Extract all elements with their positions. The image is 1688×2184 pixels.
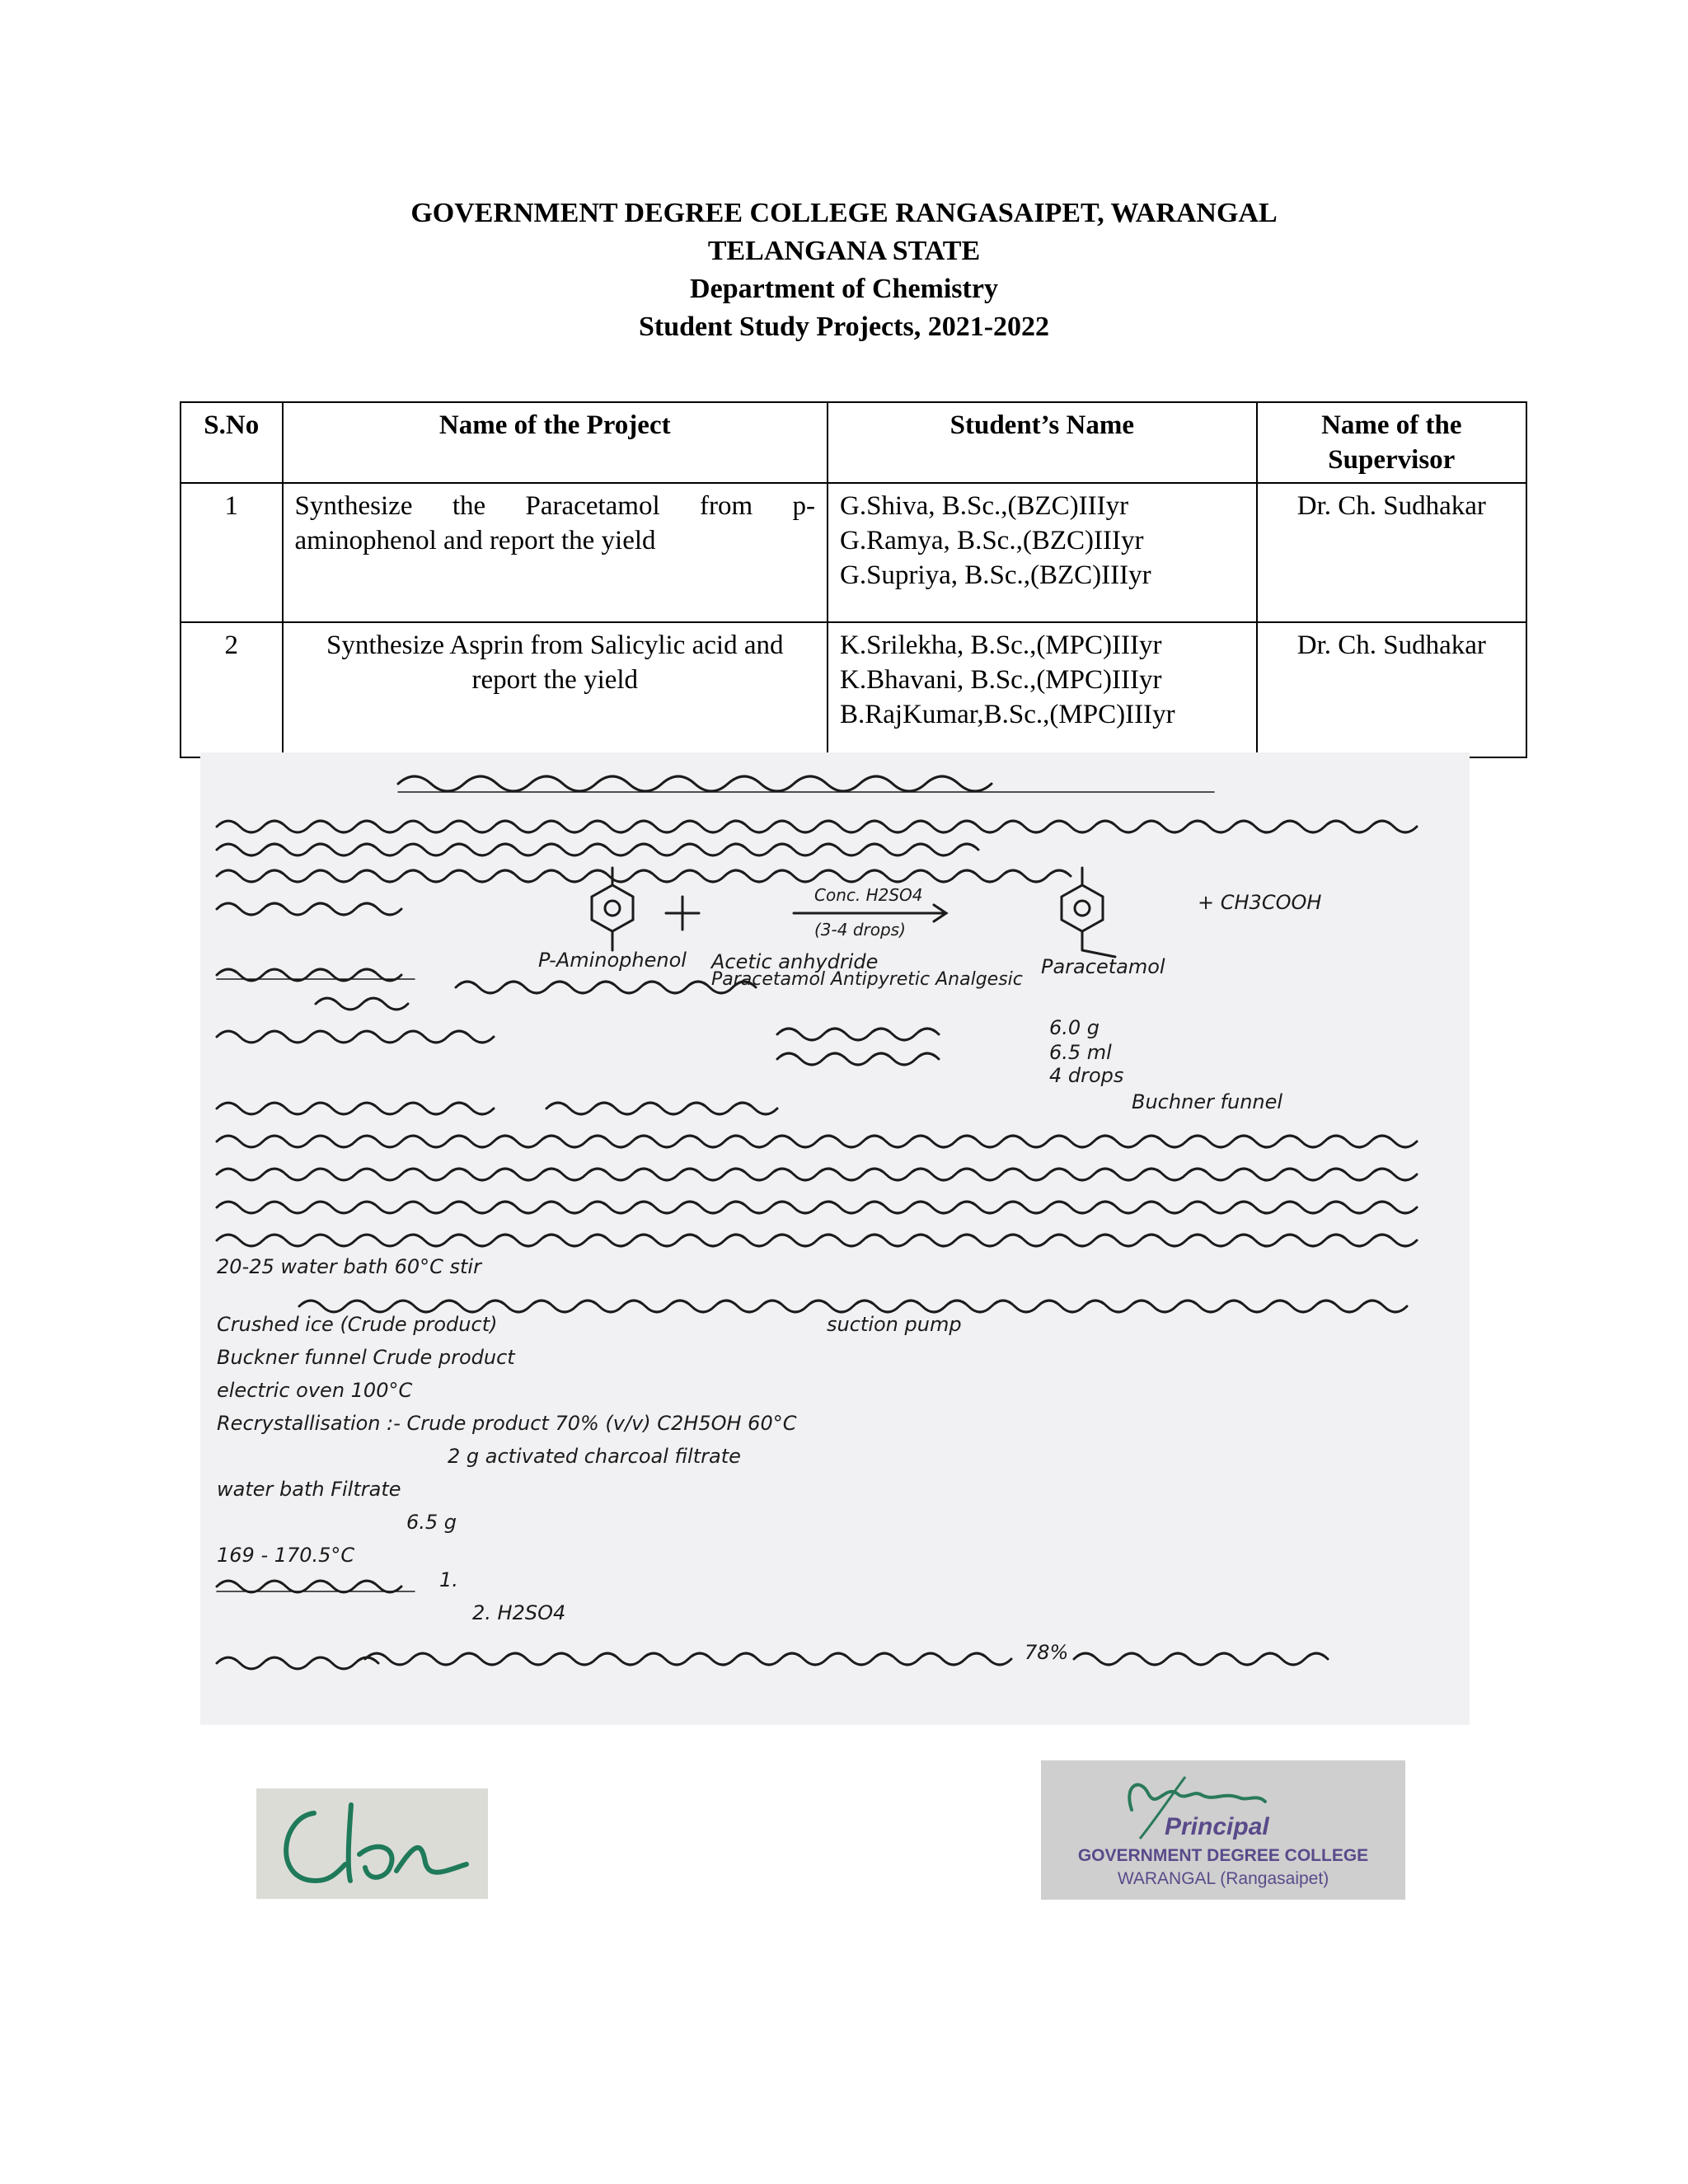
seal-title: Principal [1165, 1813, 1269, 1840]
column-header-sno: S.No [181, 402, 283, 483]
column-header-supervisor: Name of the Supervisor [1257, 402, 1526, 483]
student-name: G.Ramya, B.Sc.,(BZC)IIIyr [840, 526, 1144, 555]
label-conc-acid: Conc. H2SO4 [814, 885, 923, 905]
student-name: K.Srilekha, B.Sc.,(MPC)IIIyr [840, 630, 1162, 660]
label-quantity-3: 4 drops [1049, 1064, 1124, 1087]
document-header [0, 194, 1688, 346]
label-result: 78% [1025, 1641, 1069, 1664]
seal-line-1: GOVERNMENT DEGREE COLLEGE [1077, 1846, 1369, 1865]
label-paracetamol: Paracetamol [1041, 955, 1165, 978]
label-melting-point: 169 - 170.5°C [217, 1544, 355, 1567]
label-line-g: water bath Filtrate [217, 1478, 401, 1501]
label-precaution-2: 2. H2SO4 [472, 1601, 566, 1624]
document-title: Student Study Projects, 2021-2022 [638, 312, 1050, 342]
handwritten-notes-drawing [200, 752, 1470, 1725]
column-header-project: Name of the Project [283, 402, 828, 483]
college-name: GOVERNMENT DEGREE COLLEGE RANGASAIPET, WARANGAL [410, 198, 1278, 228]
supervisor-signature [256, 1788, 488, 1899]
cell-sno: 1 [181, 483, 283, 622]
label-quantity-2: 6.5 ml [1049, 1041, 1112, 1064]
signature-drawing [256, 1788, 488, 1899]
student-name: G.Shiva, B.Sc.,(BZC)IIIyr [840, 491, 1129, 521]
label-line-a: 20-25 water bath 60°C stir [217, 1255, 481, 1278]
student-name: K.Bhavani, B.Sc.,(MPC)IIIyr [840, 665, 1162, 695]
student-name: B.RajKumar,B.Sc.,(MPC)IIIyr [840, 700, 1175, 729]
label-line-e: electric oven 100°C [217, 1379, 413, 1402]
label-uses: Paracetamol Antipyretic Analgesic [711, 969, 1023, 990]
cell-supervisor: Dr. Ch. Sudhakar [1257, 483, 1526, 622]
department-name: Department of Chemistry [690, 274, 998, 304]
projects-table [180, 401, 1527, 758]
label-line-b: Crushed ice (Crude product) [217, 1313, 498, 1336]
label-aminophenol: P-Aminophenol [538, 949, 687, 972]
student-name: G.Supriya, B.Sc.,(BZC)IIIyr [840, 560, 1151, 590]
column-header-students: Student’s Name [828, 402, 1257, 483]
state-name: TELANGANA STATE [707, 236, 981, 266]
seal-drawing [1041, 1760, 1405, 1900]
table-row [181, 622, 1526, 757]
principal-seal [1041, 1760, 1405, 1900]
cell-sno: 2 [181, 622, 283, 757]
label-equipment: Buchner funnel [1132, 1090, 1283, 1113]
label-line-h: 6.5 g [406, 1511, 457, 1534]
handwritten-procedure-image [200, 752, 1470, 1725]
cell-students [828, 622, 1257, 757]
table-row [181, 483, 1526, 622]
cell-students [828, 483, 1257, 622]
label-byproduct: + CH3COOH [1198, 891, 1322, 914]
label-line-c: suction pump [827, 1313, 962, 1336]
table-header-row [181, 402, 1526, 483]
label-drops: (3-4 drops) [814, 920, 906, 940]
label-acetic-anhydride: Acetic anhydride [711, 950, 879, 973]
cell-project: Synthesize Asprin from Salicylic acid and report the yield [283, 622, 828, 757]
label-line-f: 2 g activated charcoal filtrate [448, 1445, 741, 1468]
label-line-d: Buckner funnel Crude product [217, 1346, 515, 1369]
label-recrystallisation: Recrystallisation :- Crude product 70% (v/v) C2H5OH 60°C [217, 1412, 797, 1435]
label-quantity-1: 6.0 g [1049, 1016, 1100, 1039]
label-precaution-1: 1. [439, 1568, 458, 1591]
cell-project: Synthesize the Paracetamol from p-aminophenol and report the yield [283, 483, 828, 622]
seal-line-2: WARANGAL (Rangasaipet) [1117, 1869, 1329, 1888]
cell-supervisor: Dr. Ch. Sudhakar [1257, 622, 1526, 757]
